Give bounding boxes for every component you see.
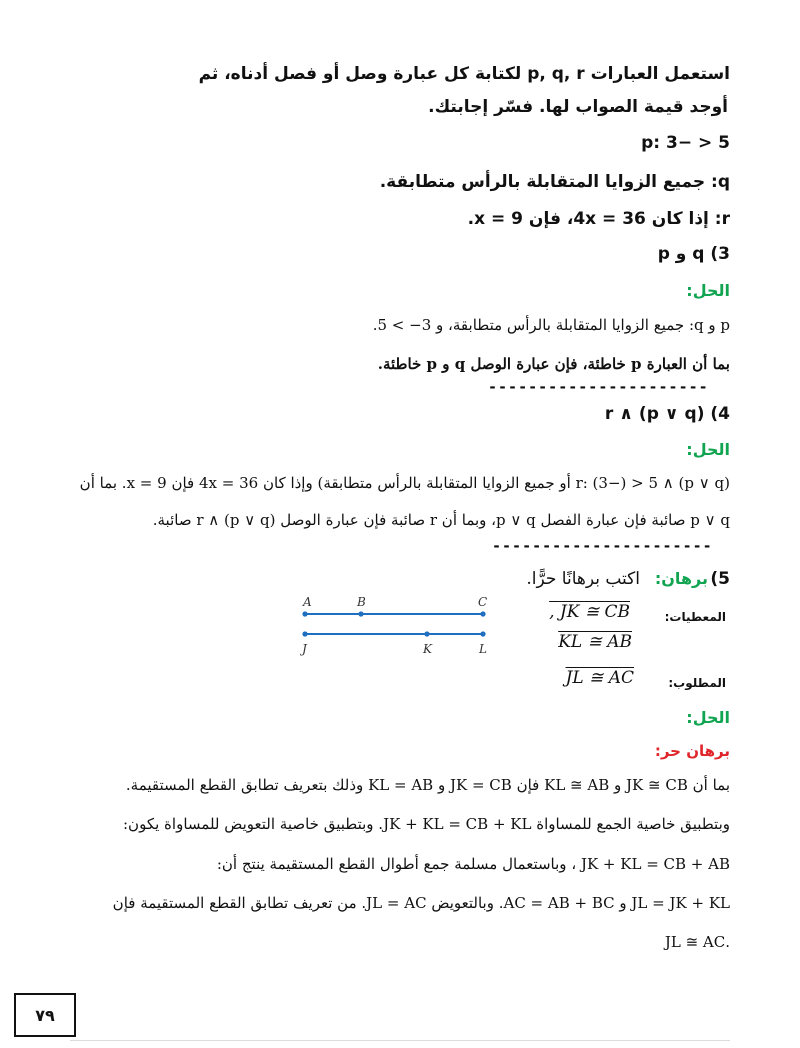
- label-j: J: [302, 642, 307, 656]
- problem-5-instruction: اكتب برهانًا حرًّا.: [526, 569, 640, 589]
- problem-3-solution-label: الحل:: [686, 281, 730, 300]
- given-label: المعطيات:: [664, 610, 726, 624]
- statement-q: q: جميع الزوايا المتقابلة بالرأس متطابقة.: [379, 172, 730, 192]
- given-1: JK ≅ CB ,: [549, 602, 630, 622]
- intro-line-2: أوجد قيمة الصواب لها. فسّر إجابتك.: [428, 97, 728, 117]
- problem-4-solution-line-1: (p ∨ q) ∧ r: (3−) > 5 أو جميع الزوايا المتقابلة بالرأس متطابقة) وإذا كان 4x = 36 فإن x = 9. بما أن: [79, 474, 730, 492]
- problem-3-label: 3) q و p: [657, 244, 730, 264]
- segment-figure: [295, 592, 495, 658]
- proof-line-4: JL = JK + KL و AC = AB + BC. وبالتعويض JL = AC. من تعريف تطابق القطع المستقيمة فإن: [112, 894, 730, 912]
- problem-5-title: برهان:: [654, 569, 708, 588]
- problem-4-label: 4) (p ∨ q) ∧ r: [604, 404, 730, 424]
- proof-line-3: JK + KL = CB + AB ، وباستعمال مسلمة جمع أطوال القطع المستقيمة ينتج أن:: [216, 855, 730, 873]
- point-l: [480, 631, 485, 636]
- point-c: [480, 611, 485, 616]
- problem-4-solution-line-2: p ∨ q صائبة فإن عبارة الفصل p ∨ q، وبما أن r صائبة فإن عبارة الوصل (p ∨ q) ∧ r صائبة.: [152, 511, 730, 529]
- proof-line-5: .JL ≅ AC: [664, 933, 730, 951]
- page-number: ٧٩: [14, 993, 76, 1037]
- problem-5-label: 5): [710, 569, 730, 589]
- separator-2: ----------------------: [492, 537, 713, 555]
- separator-1: ----------------------: [488, 378, 709, 396]
- intro-line-1: استعمل العبارات p, q, r لكتابة كل عبارة وصل أو فصل أدناه، ثم: [198, 64, 730, 84]
- proof-title: برهان حر:: [654, 742, 730, 760]
- prove-statement: JL ≅ AC: [565, 668, 634, 688]
- problem-5-solution-label: الحل:: [686, 708, 730, 727]
- problem-4-solution-label: الحل:: [686, 440, 730, 459]
- label-l: L: [479, 642, 487, 656]
- label-a: A: [303, 595, 312, 609]
- proof-line-2: وبتطبيق خاصية الجمع للمساواة JK + KL = CB + KL. وبتطبيق خاصية التعويض للمساواة يكون:: [123, 815, 730, 833]
- point-k: [424, 631, 429, 636]
- label-c: C: [478, 595, 488, 609]
- bottom-rule: [70, 1040, 730, 1041]
- statement-p: 5 < −3 :p: [641, 133, 730, 153]
- label-k: K: [423, 642, 432, 656]
- proof-line-1: بما أن JK ≅ CB و KL ≅ AB فإن JK = CB و KL = AB وذلك بتعريف تطابق القطع المستقيمة.: [125, 776, 730, 794]
- problem-3-solution-line-1: p و q: جميع الزوايا المتقابلة بالرأس متطابقة، و 3− > 5.: [372, 316, 730, 334]
- point-a: [302, 611, 307, 616]
- prove-label: المطلوب:: [668, 676, 726, 690]
- point-j: [302, 631, 307, 636]
- problem-3-solution-line-2: بما أن العبارة p خاطئة، فإن عبارة الوصل q و p خاطئة.: [377, 355, 730, 373]
- point-b: [358, 611, 363, 616]
- label-b: B: [357, 595, 366, 609]
- statement-r: r: إذا كان 4x = 36، فإن x = 9.: [467, 209, 730, 229]
- given-2: KL ≅ AB: [558, 632, 632, 652]
